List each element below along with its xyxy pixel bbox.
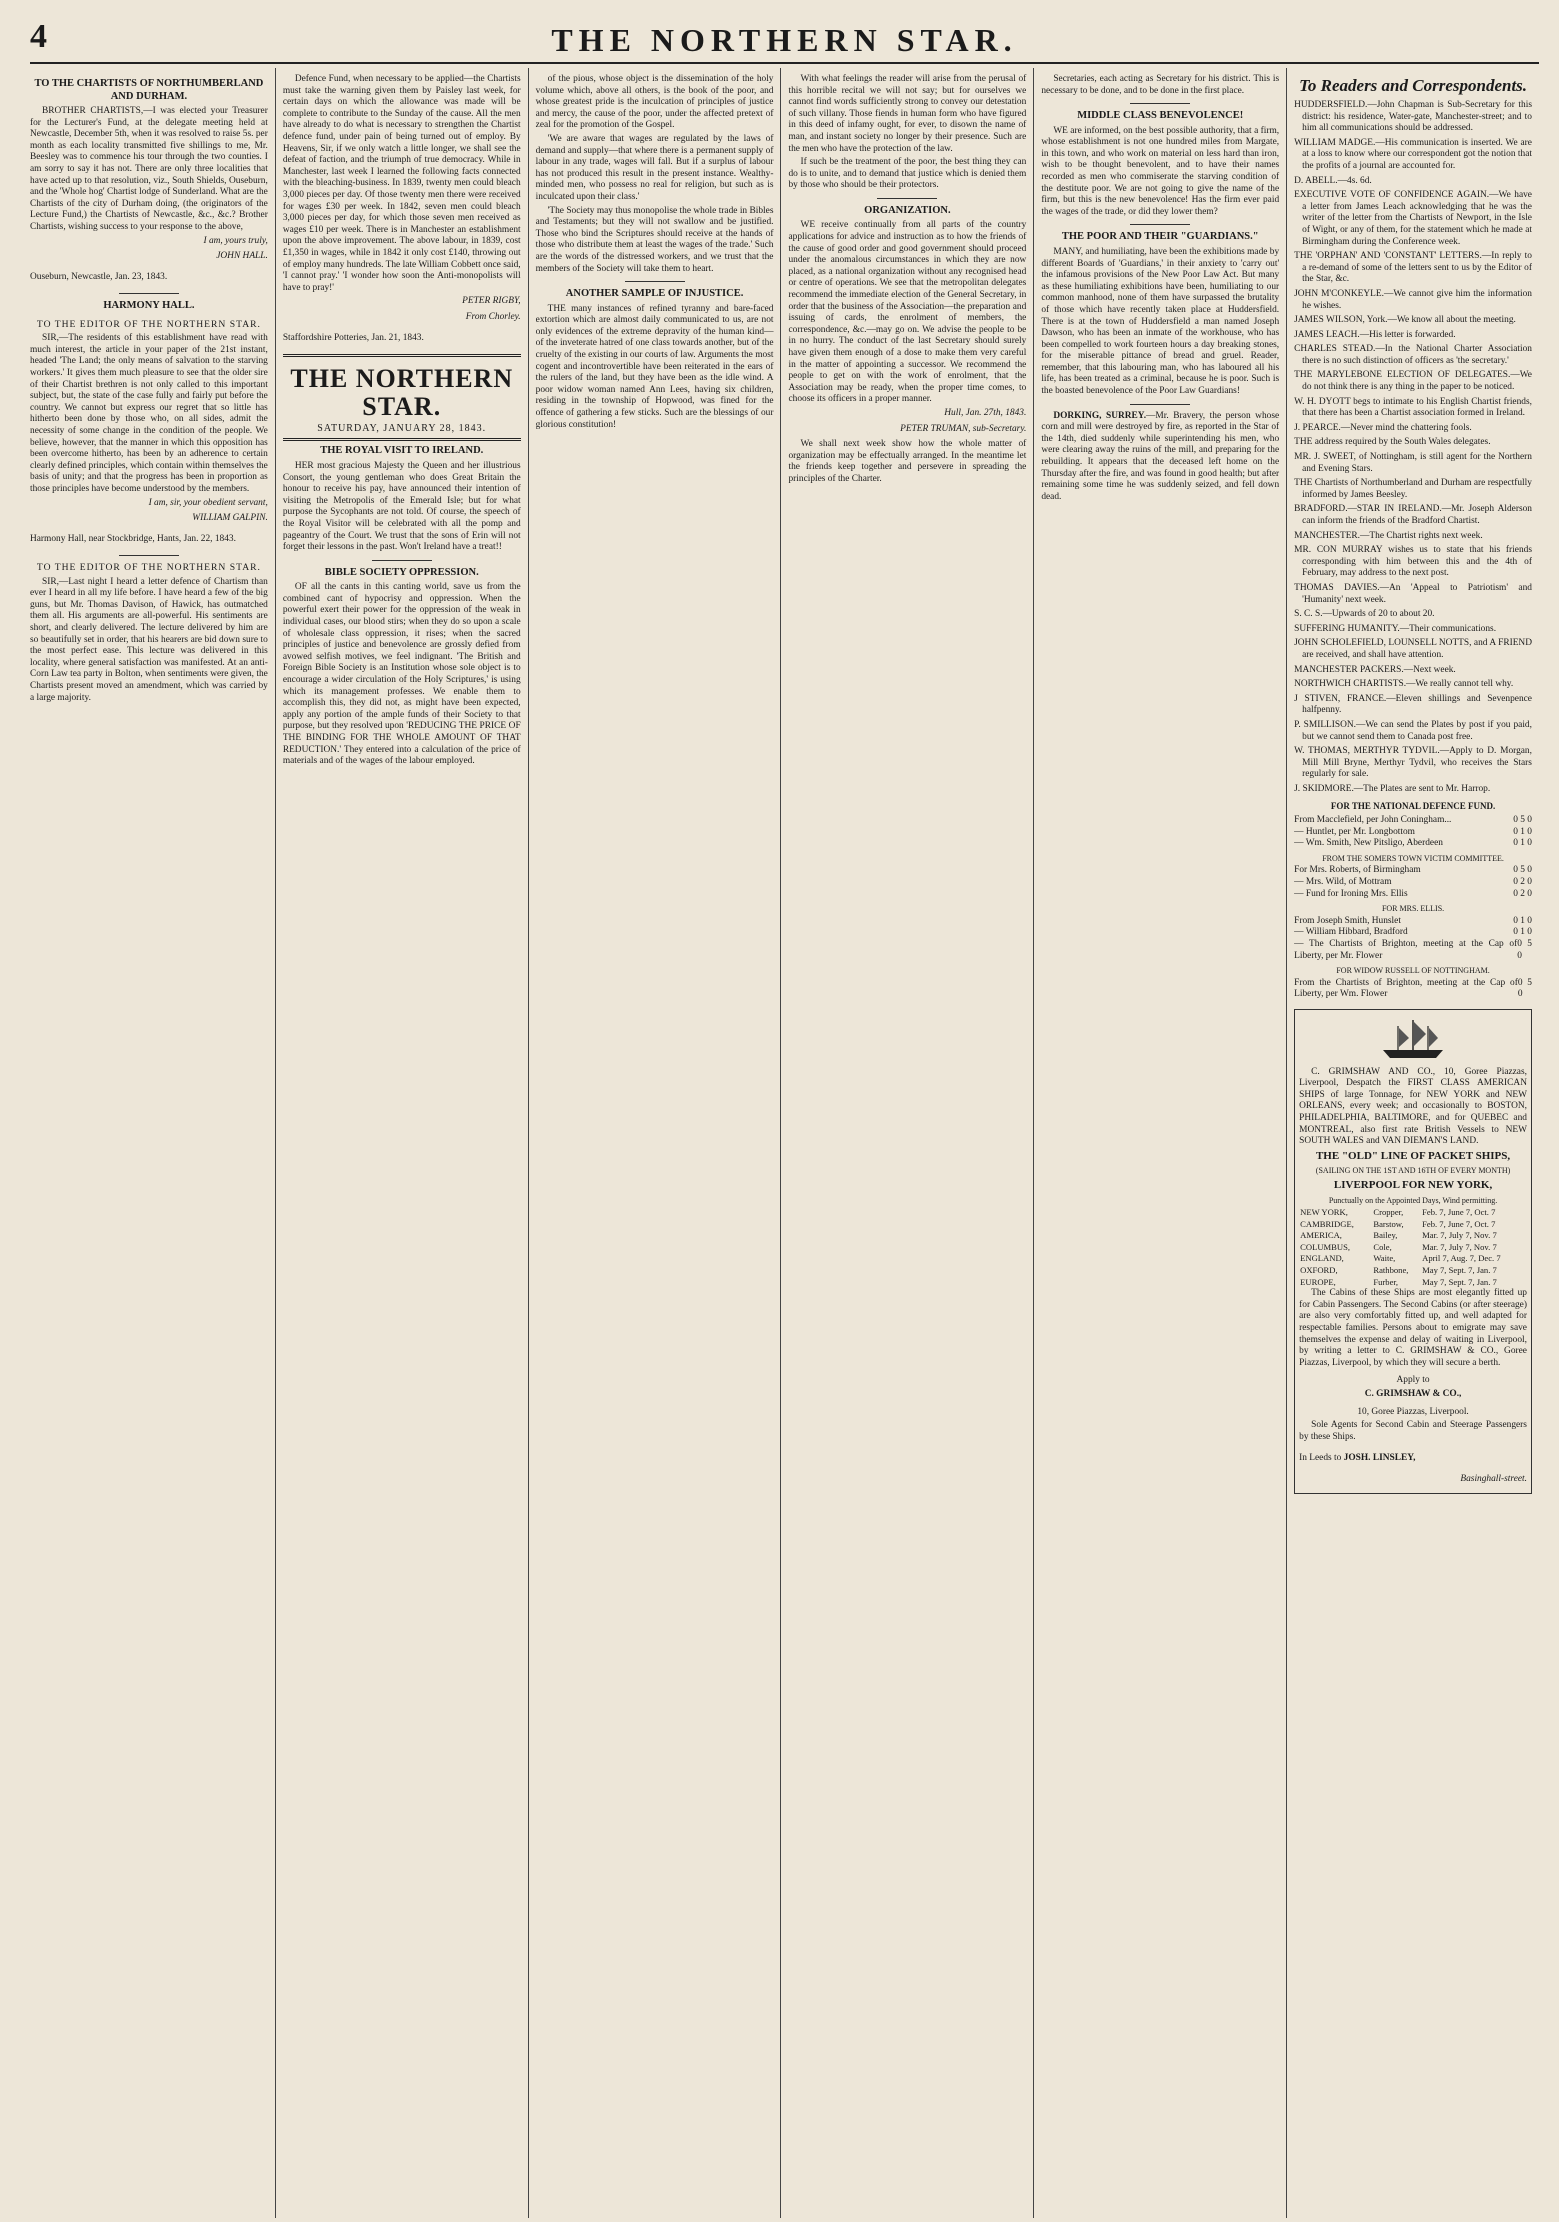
divider (283, 438, 521, 441)
divider (877, 198, 937, 199)
letter-place: From Chorley. (465, 311, 521, 322)
sailing-row (1299, 1242, 1527, 1254)
article-body: of the pious, whose object is the dissemination of the holy volume which, above all others, is the book of the poor, and whose greatest pride is the inculcation of principles of justice and mercy, the cause of the poor, under the affected pretext of zeal for the promotion of the Gospel. (535, 74, 774, 131)
correspondent-note: MR. J. SWEET, of Nottingham, is still agent for the Northern and Evening Stars. (1294, 452, 1532, 474)
article-heading: THE ROYAL VISIT TO IRELAND. (320, 445, 484, 457)
ship-icon (1299, 1016, 1527, 1065)
correspondent-note: MR. CON MURRAY wishes us to state that his friends corresponding with him between this and the 4th of February, may address to the next post. (1294, 545, 1532, 579)
sailing-ship: COLUMBUS, (1300, 1241, 1351, 1252)
masthead (30, 18, 1539, 64)
sailing-ship: AMERICA, (1300, 1230, 1342, 1241)
fund-list (1294, 916, 1532, 962)
divider (283, 354, 521, 357)
correspondent-note: J. PEARCE.—Never mind the chattering fools. (1294, 422, 1472, 433)
column-5 (1033, 68, 1286, 2218)
article-body: If such be the treatment of the poor, the best thing they can do is to unite, and to demand that justice which is denied them by those who should be their protectors. (788, 157, 1027, 191)
fund-row (1294, 978, 1532, 1001)
ad-line-sub: (SAILING ON THE 1ST AND 16TH OF EVERY MONTH) (1315, 1166, 1511, 1176)
paper-title: THE NORTHERN STAR. (290, 363, 514, 421)
article-signature: PETER TRUMAN, sub-Secretary. (900, 423, 1027, 434)
column-3 (528, 68, 781, 2218)
correspondent-note: THE 'ORPHAN' AND 'CONSTANT' LETTERS.—In reply to a re-demand of some of the letters sent to us by the Editor of the Star, &c. (1294, 251, 1532, 285)
correspondent-note: JOHN M'CONKEYLE.—We cannot give him the information he wishes. (1294, 288, 1532, 311)
ad-body: The Cabins of these Ships are most elegantly fitted up for Cabin Passengers. The Second Cabins (or after steerage) are also very comfortably fitted up, and well adapted for respectable families. Persons about to emigrate may save themselves the expense and delay of waiting in Liverpool, by writing a letter to C. GRIMSHAW & CO., Goree Piazzas, Liverpool, by which they will secure a berth. (1299, 1288, 1527, 1368)
correspondents-list (1294, 100, 1532, 691)
letter-close: I am, yours truly, (203, 235, 268, 246)
column-4 (780, 68, 1033, 2218)
correspondent-note: MANCHESTER PACKERS.—Next week. (1294, 664, 1456, 675)
letter-place: Harmony Hall, near Stockbridge, Hants, Jan. 22, 1843. (30, 534, 236, 545)
letter-signature: JOHN HALL. (216, 251, 268, 262)
fund-amount: 0 5 0 (1513, 865, 1532, 876)
correspondent-note: W. H. DYOTT begs to intimate to his English Chartist friends, that there has been a Chartist association formed in Ireland. (1294, 396, 1532, 419)
news-heading: DORKING, SURREY. (1053, 410, 1147, 421)
sailing-table (1299, 1207, 1527, 1288)
fund-row (1294, 838, 1532, 850)
article-body: With what feelings the reader will arise from the perusal of this horrible recital we will not say; but for ourselves we cannot find words sufficiently strong to convey our detestation of such villany. Those fiends in human form who have figured in this deed of infamy ought, for ever, to disown the name of man, and instant society no longer by their presence. Such are the men who have the protection of the law. (788, 74, 1027, 154)
fund-row (1294, 927, 1532, 939)
news-body: —Mr. Bravery, the person whose corn and mill were destroyed by fire, as reported in the Star of the 14th, died suddenly while superintending his men, who were clearing away the ruins of the mill, and preparing for the rebuilding. It appears that the deceased left home on the Thursday after the fire, and was found in good health; but after remaining some time he was suddenly seized, and fell down dead. (1041, 410, 1280, 502)
correspondent-note: J STIVEN, FRANCE.—Eleven shillings and Sevenpence halfpenny. (1294, 693, 1532, 716)
correspondent-note: EXECUTIVE VOTE OF CONFIDENCE AGAIN.—We have a letter from James Leach acknowledging that he was the writer of the letter from the Chartists of Newport, in the Isle of Wight, or any of them, for the statement which he made at Birmingham during the Conference week. (1294, 190, 1532, 247)
fund-heading: FOR WIDOW RUSSELL OF NOTTINGHAM. (1336, 966, 1490, 976)
correspondent-note: W. THOMAS, MERTHYR TYDVIL.—Apply to D. Morgan, Mill Mill Bryne, Merthyr Tydvil, who receives the Stars regularly for sale. (1294, 746, 1532, 780)
sailing-dates: May 7, Sept. 7, Jan. 7 (1422, 1265, 1497, 1276)
article-body: THE many instances of refined tyranny and bare-faced extortion which are almost daily communicated to us, are not only evidences of the extreme depravity of the human kind—of the inveterate hatred of one class towards another, but of the cruelty of the existing in our courts of law. Arguments the most cogent and incontrovertible have been reiterated in the ears of the rulers of the land, but they have been as the idle wind. A poor widow woman named Ann Lees, having six children, residing in the township of Hopwood, was fined for the offence of gathering a few sticks. Such are the blessings of our glorious constitution! (535, 303, 774, 430)
shipping-advertisement (1294, 1009, 1532, 1494)
fund-amount: 0 1 0 (1513, 838, 1532, 849)
divider (1130, 103, 1190, 104)
sailing-dates: April 7, Aug. 7, Dec. 7 (1422, 1253, 1501, 1264)
paper-date: SATURDAY, JANUARY 28, 1843. (317, 422, 487, 434)
fund-amount: 0 1 0 (1513, 915, 1532, 926)
letter-address: TO THE EDITOR OF THE NORTHERN STAR. (36, 562, 261, 574)
sailing-master: Bailey, (1373, 1230, 1398, 1241)
sailing-row (1299, 1253, 1527, 1265)
article-heading: ORGANIZATION. (864, 204, 951, 216)
column-2 (275, 68, 528, 2218)
sailing-master: Barstow, (1373, 1218, 1404, 1229)
article-heading: ANOTHER SAMPLE OF INJUSTICE. (565, 288, 744, 300)
fund-amount: 0 5 0 (1517, 939, 1532, 961)
correspondent-note: THE MARYLEBONE ELECTION OF DELEGATES.—We do not think there is any thing in the paper to be noticed. (1294, 370, 1532, 393)
correspondent-note: JAMES LEACH.—His letter is forwarded. (1294, 329, 1456, 340)
sailing-dates: Feb. 7, June 7, Oct. 7 (1422, 1218, 1496, 1229)
letter-heading: TO THE CHARTISTS OF NORTHUMBERLAND AND DURHAM. (34, 78, 264, 102)
fund-label: From the Chartists of Brighton, meeting at the Cap of Liberty, per Wm. Flower (1294, 977, 1518, 1000)
divider (119, 555, 179, 556)
article-body: Secretaries, each acting as Secretary for his district. This is necessary to be done, and to be done in the first place. (1041, 74, 1280, 96)
correspondent-note: NORTHWICH CHARTISTS.—We really cannot tell why. (1294, 679, 1514, 690)
column-1 (30, 68, 275, 2218)
article-body: OF all the cants in this canting world, save us from the combined cant of hypocrisy and oppression. When the powerful exert their power for the oppression of the weak in individual cases, our blood stirs; when they do so upon a scale of wholesale class oppression, it rises; when the sacred principles of justice and benevolence are grossly defied from avowed selfish motives, we feel indignant. 'The British and Foreign Bible Society is an Institution whose sole object is to encourage a wider circulation of the Holy Scriptures,' is using which its management professes. We enable them to accomplish this, they did not, as might have been expected, apply any portion of the ample funds of their Society to that purpose, but they resolved upon 'REDUCING THE PRICE OF THE BINDING FOR THE WHOLE AMOUNT OF THAT REDUCTION.' They entered into a calculation of the price of materials and of the wages of the labour employed. (282, 582, 521, 767)
correspondents-heading: To Readers and Correspondents. (1299, 76, 1528, 95)
ad-company: C. GRIMSHAW & CO., (1364, 1389, 1462, 1399)
letter-close: I am, sir, your obedient servant, (148, 497, 268, 508)
fund-label: — The Chartists of Brighton, meeting at the Cap of Liberty, per Mr. Flower (1294, 939, 1518, 961)
correspondent-note: WILLIAM MADGE.—His communication is inserted. We are at a loss to know where our correspondent got the notion that the profits of a journal are accounted for. (1294, 137, 1532, 171)
letter-place: Staffordshire Potteries, Jan. 21, 1843. (282, 332, 424, 343)
fund-row (1294, 877, 1532, 889)
correspondent-note: D. ABELL.—4s. 6d. (1294, 175, 1372, 186)
sailing-dates: May 7, Sept. 7, Jan. 7 (1422, 1276, 1497, 1287)
article-heading: MIDDLE CLASS BENEVOLENCE! (1077, 110, 1244, 122)
fund-row (1294, 939, 1532, 962)
sailing-row (1299, 1277, 1527, 1289)
article-dateline: Hull, Jan. 27th, 1843. (944, 407, 1027, 418)
article-body: We shall next week show how the whole matter of organization may be effectually arranged. In the meantime let the friends keep together and persevere in spreading the principles of the Charter. (788, 439, 1027, 484)
fund-heading: FOR MRS. ELLIS. (1381, 904, 1445, 914)
fund-list (1294, 978, 1532, 1001)
correspondent-note: HUDDERSFIELD.—John Chapman is Sub-Secretary for this district: his residence, Water-gate, Manchester-street; and to him all communications should be addressed. (1294, 100, 1532, 134)
page-number: 4 (30, 18, 47, 55)
letter-body: SIR,—Last night I heard a letter defence of Chartism than ever I heard in all my life before. I have heard a few of the big guns, but Mr. Thomas Davison, of Hawick, has outmatched them all. His arguments are all-powerful. His sentiments are short, and clearly delivered. The lecture delivered by him are so beautifully set in order, that his hearers are bid down sure to the most perfect ease. This lecture was delivered in this locality, where general satisfaction was manifested. At an anti-Corn Law tea party in Bolton, when sentiments were given, the Chartists present moved an amendment, which was carried by a large majority. (30, 576, 268, 703)
fund-row (1294, 865, 1532, 877)
correspondent-note: S. C. S.—Upwards of 20 to about 20. (1294, 609, 1435, 620)
correspondent-note: THE address required by the South Wales delegates. (1294, 437, 1491, 448)
correspondent-note: SUFFERING HUMANITY.—Their communications. (1294, 623, 1497, 634)
article-body: MANY, and humiliating, have been the exhibitions made by different Boards of 'Guardians,' in their anxiety to 'carry out' the infamous provisions of the New Poor Law Act. But many as these humiliating exhibitions have been, humiliating to our common manhood, none of them have surpassed the brutality of those which have recently taken place at Huddersfield. There is at the town of Huddersfield a man named Joseph Dawson, who has been an inmate of the workhouse, who has been compelled to work fourteen hours a day breaking stones, for the miserable pittance of bread and gruel. Reader, remember, that this labouring man, who has laboured all his life, has been treated as a criminal, because he is poor. Such is the boasted benevolence of the Poor Law Guardians! (1041, 246, 1280, 397)
divider (119, 293, 179, 294)
news-item (1041, 411, 1279, 504)
article-body: WE receive continually from all parts of the country applications for advice and instruction as to how the friends of the cause of good order and good government should proceed under the anomalous circumstances in which they are now placed, as a national organization without any recognised head or centre of operations. We see that the metropolitan delegates recommend the immediate election of the General Secretary, in order that the business of the Association—the preparation and issuing of cards, the enrolment of members, the correspondence, &c.—may go on. We advise the people to be in no hurry. The conduct of the last Secretary should surely have given them enough of a dose to make them very careful in the matter of appointing a successor. We recommend the people to get on with the work of enrolment, that the Association may be ready, when the proper time comes, to choose its officers in a proper manner. (788, 220, 1027, 405)
sailing-ship: EUROPE, (1300, 1276, 1336, 1287)
fund-row (1294, 827, 1532, 839)
correspondent-note: MANCHESTER.—The Chartist rights next week. (1294, 530, 1483, 541)
fund-label: From Macclefield, per John Coningham... (1294, 815, 1452, 826)
sailing-row (1299, 1219, 1527, 1231)
columns (30, 68, 1539, 2218)
sailing-ship: CAMBRIDGE, (1300, 1218, 1354, 1229)
divider (625, 281, 685, 282)
sailing-master: Rathbone, (1373, 1265, 1409, 1276)
fund-label: — Wm. Smith, New Pitsligo, Aberdeen (1294, 838, 1443, 849)
column-6 (1286, 68, 1539, 2218)
article-body: HER most gracious Majesty the Queen and her illustrious Consort, the young gentleman who does Great Britain the honour to receive his pay, have announced their intention of visiting the Metropolis of the Emerald Isle; but for what purpose the Sycophants are not told. Of course, the speech of the Royal Visitor will be celebrated with all the pomp and pageantry of the Court. We trust that the sons of Erin will not forget their lessons in the past. Won't Ireland have a treat!! (282, 460, 521, 553)
ad-agent-name: JOSH. LINSLEY, (1343, 1452, 1416, 1463)
letter-heading: HARMONY HALL. (103, 300, 195, 312)
article-body: Defence Fund, when necessary to be applied—the Chartists must take the warning given them by Paisley last week, for certain days on which the allowance was made will be complete to contribute to the Sunday of the cause. All the men have already to do what is necessary to strengthen the Chartist defence fund, under pain of being turned out of employ. By Heavens, Sir, if we only watch a little longer, we shall see the defeat of faction, and the triumph of true democracy. While in Manchester, last week I learned the following facts connected with the bleaching-business. In 1839, twenty men could bleach 3,000 pieces per day. Of those twenty men there were received for wages £30 per week. In 1842, seven men could bleach 3,000 pieces per day, for which those seven men received as wages £10 per week. There is in Manchester an establishment upon the above improvement. The above labour, in 1839, cost £1,350 in wages, while in 1842 it only cost £140, throwing out of employ many hundreds. The late William Cobbett once said, 'I cannot pray.' 'I wonder how soon the Anti-monopolists will have to pray!' (282, 74, 521, 293)
fund-label: — Fund for Ironing Mrs. Ellis (1294, 888, 1408, 899)
article-body: 'We are aware that wages are regulated by the laws of demand and supply—that where there is a permanent supply of labour in any trade, wages will fall. But if a surplus of labour has not produced this result in the present instance. Wealthy-minded men, who possess no real for religion, but such as is inculcated upon their class.' (535, 133, 774, 202)
sailing-ship: ENGLAND, (1300, 1253, 1344, 1264)
fund-amount: 0 5 0 (1517, 977, 1532, 1000)
fund-label: — William Hibbard, Bradford (1294, 927, 1408, 938)
correspondent-note: THOMAS DAVIES.—An 'Appeal to Patriotism' and 'Humanity' next week. (1294, 582, 1532, 605)
sailing-ship: OXFORD, (1300, 1265, 1338, 1276)
ad-apply: Apply to (1396, 1375, 1430, 1386)
sailing-row (1299, 1230, 1527, 1242)
letter-place: Ouseburn, Newcastle, Jan. 23, 1843. (30, 272, 168, 283)
article-body: 'The Society may thus monopolise the whole trade in Bibles and Testaments; but they will not swallow and be justified. Those who bind the Scriptures should receive at the hands of those who distribute them at least the wages of the trade.' Such are the words of the distressed workers, and we trust that the members of the Society will take them to heart. (535, 205, 774, 274)
fund-row (1294, 889, 1532, 901)
fund-label: — Huntlet, per Mr. Longbottom (1294, 826, 1415, 837)
sailing-master: Waite, (1373, 1253, 1396, 1264)
article-heading: THE POOR AND THEIR "GUARDIANS." (1061, 231, 1259, 243)
fund-label: From Joseph Smith, Hunslet (1294, 915, 1401, 926)
sailing-master: Cropper, (1373, 1207, 1404, 1218)
ad-punctual: Punctually on the Appointed Days, Wind permitting. (1328, 1195, 1498, 1205)
correspondent-note: CHARLES STEAD.—In the National Charter Association there is no such distinction of officers as 'the secretary.' (1294, 344, 1532, 366)
divider (1130, 224, 1190, 225)
correspondent-note: JOHN SCHOLEFIELD, LOUNSELL NOTTS, and A FRIEND are received, and shall have attention. (1294, 638, 1532, 660)
ad-address: 10, Goree Piazzas, Liverpool. (1357, 1406, 1469, 1417)
divider (372, 560, 432, 561)
letter-body: BROTHER CHARTISTS,—I was elected your Treasurer for the Lecturer's Fund, at the delegate meeting held at Newcastle, December 5th, when it was resolved to raise 5s. per month as each locality transmitted five shillings to me, Mr. Beesley was to commence his tour through the two counties. I am sorry to say it has not. There are only three localities that have acted up to that resolution, viz., South Shields, Ouseburn, and the 'Whole hog' Chartist lodge of Sunderland. What are the Chartists of the city of Durham doing, (the originators of the Lecture Fund,) the Chartists of Newcastle, &c., &c.? Brother Chartists, wishing success to your response to the above, (30, 106, 268, 232)
sailing-dates: Mar. 7, July 7, Nov. 7 (1422, 1241, 1497, 1252)
sailing-dates: Feb. 7, June 7, Oct. 7 (1422, 1207, 1496, 1218)
sailing-master: Cole, (1373, 1241, 1392, 1252)
letter-body: SIR,—The residents of this establishment have read with much interest, the article in your paper of the 21st instant, headed 'The Land; the only means of salvation to the starving workers.' It gives them much pleasure to see that the older sire of their Chartist brethren is not only called to this important subject, but, the state of the case fully and fairly put before the country. We cannot but express our regret that so little has hitherto been done by those who, on all sides, admit the necessity of some change in the condition of the people. We believe, however, that the manner in which this opposition has been overcome hitherto, has been by an adherence to certain clearly defined principles, which contain within themselves the basis of unity; and that the progress has been in proportion as those principles have become understood by the members. (30, 333, 268, 494)
sailing-dates: Mar. 7, July 7, Nov. 7 (1422, 1230, 1497, 1241)
sailing-row (1299, 1265, 1527, 1277)
letter-signature: PETER RIGBY, (462, 296, 521, 307)
ad-route: LIVERPOOL FOR NEW YORK, (1333, 1178, 1493, 1191)
correspondent-note: J. SKIDMORE.—The Plates are sent to Mr. Harrop. (1294, 783, 1491, 794)
ad-leeds (1299, 1453, 1527, 1465)
ad-agent-address: Basinghall-street. (1460, 1473, 1527, 1484)
sailing-row (1299, 1207, 1527, 1219)
fund-row (1294, 916, 1532, 928)
fund-heading: FROM THE SOMERS TOWN VICTIM COMMITTEE. (1322, 853, 1504, 863)
divider (1130, 404, 1190, 405)
article-heading: BIBLE SOCIETY OPPRESSION. (324, 566, 479, 578)
fund-row (1294, 815, 1532, 827)
ad-agents: Sole Agents for Second Cabin and Steerage Passengers by these Ships. (1299, 1420, 1527, 1442)
fund-amount: 0 5 0 (1513, 815, 1532, 826)
correspondent-note: JAMES WILSON, York.—We know all about the meeting. (1294, 315, 1516, 326)
correspondent-note: P. SMILLISON.—We can send the Plates by post if you paid, but we cannot send them to Canada post free. (1294, 719, 1532, 742)
correspondent-note: THE Chartists of Northumberland and Durham are respectfully informed by James Beesley. (1294, 478, 1532, 500)
fund-list (1294, 815, 1532, 850)
fund-list (1294, 865, 1532, 900)
fund-amount: 0 2 0 (1513, 877, 1532, 888)
masthead-title: THE NORTHERN STAR. (551, 22, 1018, 58)
ad-line-title: THE "OLD" LINE OF PACKET SHIPS, (1315, 1149, 1511, 1162)
sailing-master: Furber, (1373, 1276, 1399, 1287)
article-body: WE are informed, on the best possible authority, that a firm, whose establishment is not one hundred miles from Margate, in this town, and who work on material on less hard than iron, wish to be thought benevolent, and to have their names recorded as men who commiserate the starving condition of the destitute poor. We are not going to give the name of the firm, but this is the new benevolence! Has the firm ever paid the wages of the trade, or did they lower them? (1041, 125, 1280, 217)
sailing-ship: NEW YORK, (1300, 1207, 1348, 1218)
fund-label: — Mrs. Wild, of Mottram (1294, 877, 1392, 888)
correspondent-note: BRADFORD.—STAR IN IRELAND.—Mr. Joseph Alderson can inform the friends of the Bradford Chartist. (1294, 504, 1532, 526)
fund-label: For Mrs. Roberts, of Birmingham (1294, 865, 1421, 876)
ad-body: C. GRIMSHAW AND CO., 10, Goree Piazzas, Liverpool, Despatch the FIRST CLASS AMERICAN SHIPS of large Tonnage, for NEW YORK and NEW ORLEANS, every week; and occasionally to BOSTON, PHILADELPHIA, BALTIMORE, and for QUEBEC and MONTREAL, also first rate British Vessels to NEW SOUTH WALES and VAN DIEMAN'S LAND. (1299, 1066, 1527, 1147)
letter-signature: WILLIAM GALPIN. (192, 513, 268, 524)
letter-address: TO THE EDITOR OF THE NORTHERN STAR. (36, 318, 261, 330)
fund-heading: FOR THE NATIONAL DEFENCE FUND. (1330, 801, 1496, 812)
ad-leeds-text: In Leeds to (1299, 1452, 1342, 1463)
fund-amount: 0 1 0 (1513, 826, 1532, 837)
fund-amount: 0 1 0 (1513, 927, 1532, 938)
fund-amount: 0 2 0 (1513, 888, 1532, 899)
